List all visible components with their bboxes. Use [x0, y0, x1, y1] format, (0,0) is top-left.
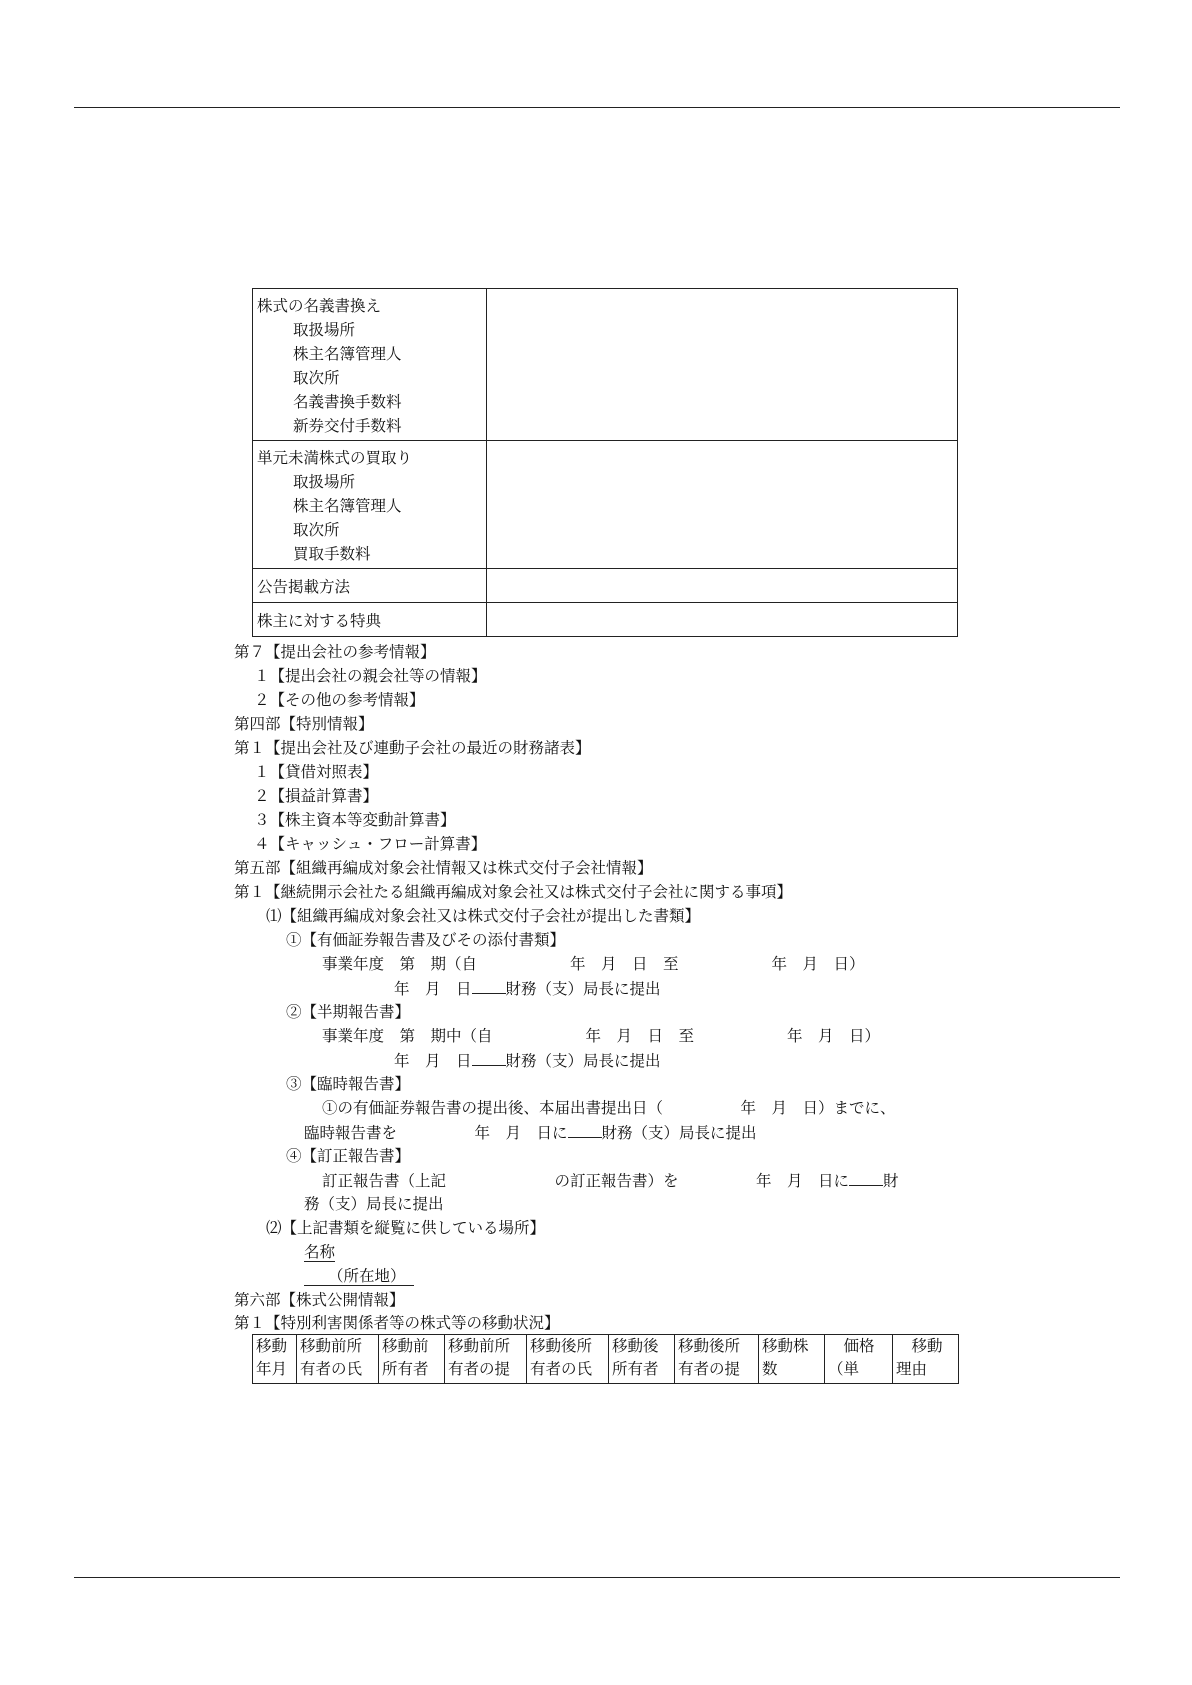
- shareholder-info-table: [252, 288, 958, 637]
- table-row: [253, 441, 958, 569]
- name-line: [304, 1241, 335, 1263]
- column-header: 移動前所有者の提: [445, 1335, 527, 1384]
- column-header: 移動理由: [893, 1335, 959, 1384]
- buyback-item: 株主名簿管理人: [293, 497, 402, 515]
- table-row: [253, 289, 958, 441]
- notice-method-label: 公告掲載方法: [257, 578, 351, 596]
- header-rule: [74, 107, 1120, 108]
- buyback-item: 買取手数料: [293, 545, 371, 563]
- transfer-item: 名義書換手数料: [293, 393, 402, 411]
- footer-rule: [74, 1577, 1120, 1578]
- document-item: ③【臨時報告書】: [286, 1075, 411, 1093]
- blank-underline: [472, 1049, 506, 1066]
- section-heading: 第１【提出会社及び連動子会社の最近の財務諸表】: [234, 739, 591, 757]
- amendment-text: 訂正報告書（上記 の訂正報告書）を 年 月 日に: [322, 1172, 850, 1190]
- section-item: ２【その他の参考情報】: [254, 691, 425, 709]
- name-label: 名称: [304, 1243, 336, 1261]
- column-header: 移動年月: [253, 1335, 297, 1384]
- column-header: 移動株数: [759, 1335, 825, 1384]
- table-header-row: [253, 1335, 959, 1384]
- extraordinary-report-line: ①の有価証券報告書の提出後、本届出書提出日（ 年 月 日）までに、: [322, 1099, 896, 1117]
- notice-value-cell: [487, 569, 958, 603]
- bureau-text: 財務（支）局長に提出: [505, 980, 661, 998]
- report-text: 臨時報告書を 年 月 日に: [304, 1124, 568, 1142]
- buyback-value-cell: [487, 441, 958, 569]
- blank-underline: [472, 977, 506, 994]
- fiscal-year-line: 事業年度 第 期中（自 年 月 日 至 年 月 日）: [322, 1027, 881, 1045]
- blank-underline: [849, 1169, 883, 1186]
- section-item: ３【株主資本等変動計算書】: [254, 811, 456, 829]
- transfer-item: 取次所: [293, 369, 340, 387]
- transfer-label-cell: [253, 289, 487, 441]
- section-heading: 第１【特別利害関係者等の株式等の移動状況】: [234, 1314, 560, 1332]
- transfer-heading: 株式の名義書換え: [257, 297, 382, 315]
- address-line: [304, 1265, 414, 1287]
- bureau-text: 財: [883, 1172, 899, 1190]
- submission-line: [304, 1121, 757, 1143]
- benefit-value-cell: [487, 603, 958, 637]
- section-item: ２【損益計算書】: [254, 787, 379, 805]
- transfer-item: 株主名簿管理人: [293, 345, 402, 363]
- transfer-item: 取扱場所: [293, 321, 356, 339]
- table-row: [253, 603, 958, 637]
- table-row: [253, 569, 958, 603]
- subsection-heading: ⑵【上記書類を縦覧に供している場所】: [266, 1219, 546, 1237]
- part-heading: 第六部【株式公開情報】: [234, 1291, 405, 1309]
- address-label: （所在地）: [304, 1267, 414, 1286]
- buyback-label-cell: [253, 441, 487, 569]
- column-header: 価格（単: [825, 1335, 893, 1384]
- section-item: １【貸借対照表】: [254, 763, 379, 781]
- amendment-line-cont: 務（支）局長に提出: [304, 1195, 444, 1213]
- submission-line: [394, 977, 661, 999]
- section-heading: 第７【提出会社の参考情報】: [234, 643, 436, 661]
- blank-underline: [568, 1121, 602, 1138]
- section-heading: 第１【継続開示会社たる組織再編成対象会社又は株式交付子会社に関する事項】: [234, 883, 793, 901]
- document-item: ④【訂正報告書】: [286, 1147, 411, 1165]
- benefit-label-cell: [253, 603, 487, 637]
- section-item: １【提出会社の親会社等の情報】: [254, 667, 487, 685]
- bureau-text: 財務（支）局長に提出: [601, 1124, 757, 1142]
- transfer-value-cell: [487, 289, 958, 441]
- part-heading: 第五部【組織再編成対象会社情報又は株式交付子会社情報】: [234, 859, 653, 877]
- bureau-text: 財務（支）局長に提出: [505, 1052, 661, 1070]
- section-item: ４【キャッシュ・フロー計算書】: [254, 835, 487, 853]
- column-header: 移動後所有者: [609, 1335, 675, 1384]
- column-header: 移動後所有者の提: [675, 1335, 759, 1384]
- submission-line: [394, 1049, 661, 1071]
- buyback-item: 取扱場所: [293, 473, 356, 491]
- share-movement-table: [252, 1334, 959, 1384]
- buyback-heading: 単元未満株式の買取り: [257, 449, 413, 467]
- document-item: ②【半期報告書】: [286, 1003, 411, 1021]
- column-header: 移動前所有者の氏: [297, 1335, 379, 1384]
- amendment-line: [322, 1169, 899, 1191]
- column-header: 移動前所有者: [379, 1335, 445, 1384]
- column-header: 移動後所有者の氏: [527, 1335, 609, 1384]
- subsection-heading: ⑴【組織再編成対象会社又は株式交付子会社が提出した書類】: [266, 907, 701, 925]
- notice-label-cell: [253, 569, 487, 603]
- part-heading: 第四部【特別情報】: [234, 715, 374, 733]
- fiscal-year-line: 事業年度 第 期（自 年 月 日 至 年 月 日）: [322, 955, 865, 973]
- shareholder-benefit-label: 株主に対する特典: [257, 612, 382, 630]
- buyback-item: 取次所: [293, 521, 340, 539]
- date-text: 年 月 日: [394, 1052, 472, 1070]
- transfer-item: 新券交付手数料: [293, 417, 402, 435]
- document-item: ①【有価証券報告書及びその添付書類】: [286, 931, 566, 949]
- date-text: 年 月 日: [394, 980, 472, 998]
